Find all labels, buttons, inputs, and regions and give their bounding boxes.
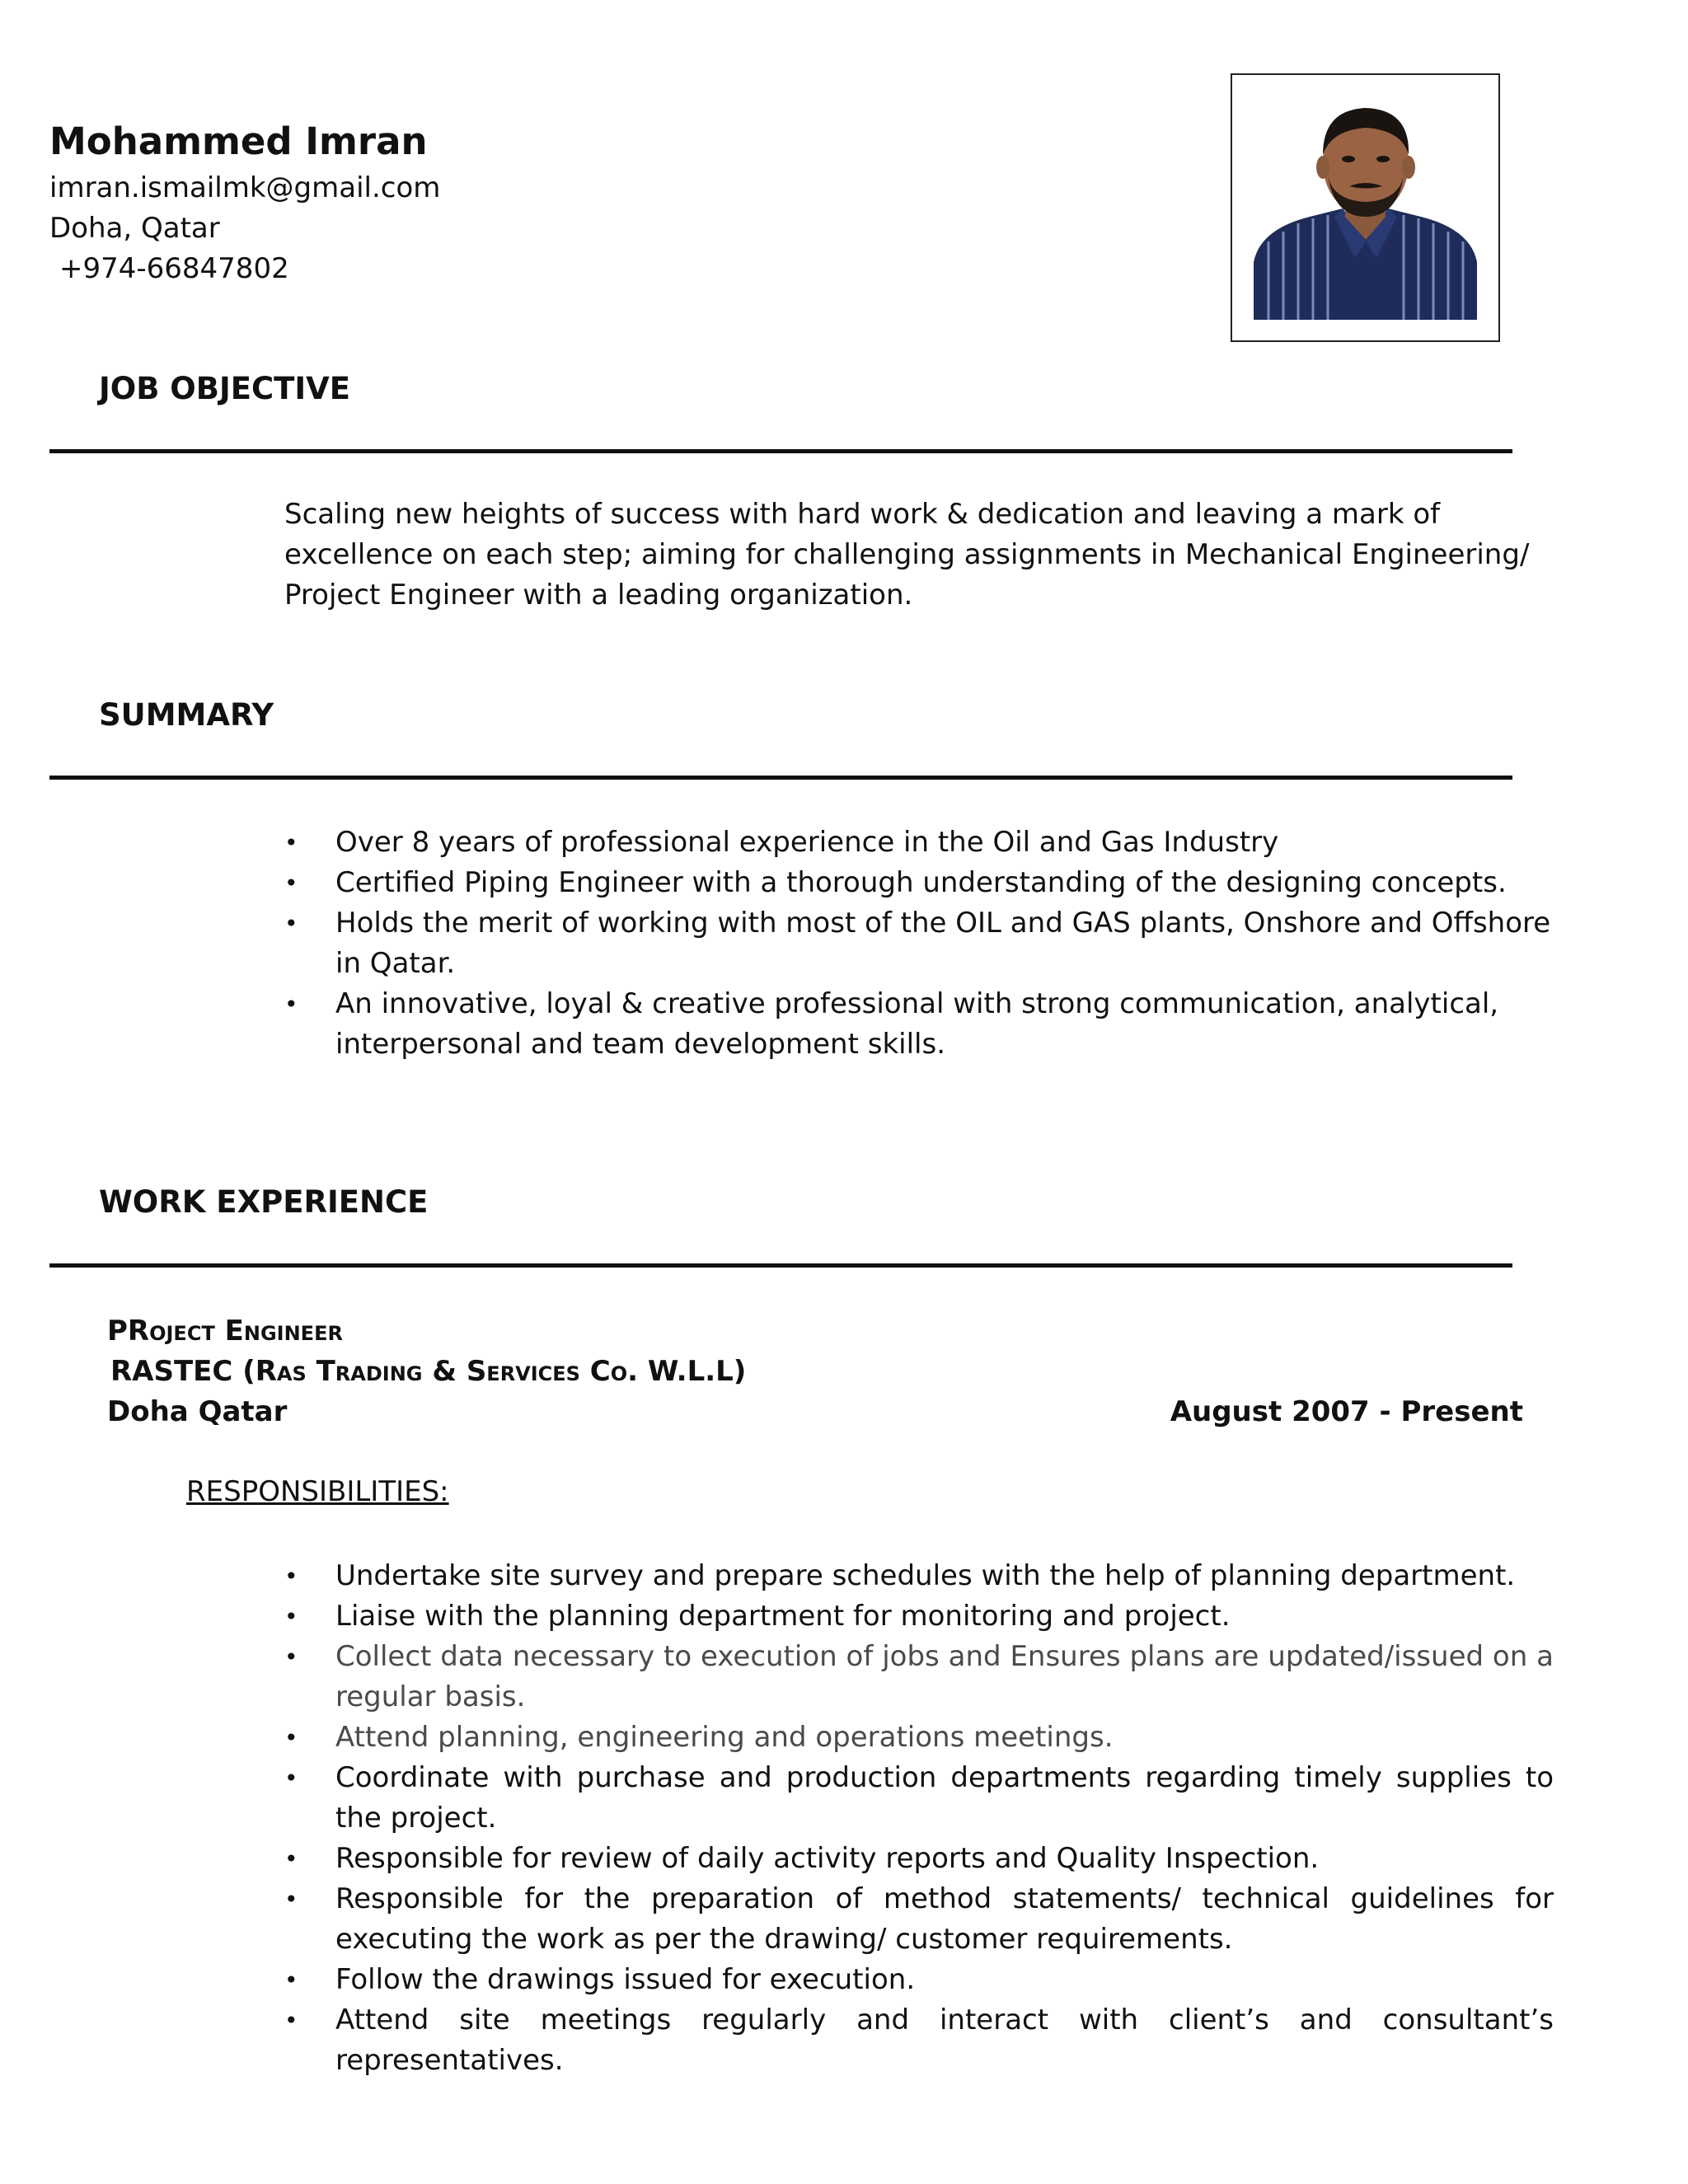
responsibility-text: Liaise with the planning department for monitoring and project. — [335, 1600, 1231, 1633]
list-item — [284, 903, 1554, 984]
responsibilities-heading: RESPONSIBILITIES: — [186, 1475, 449, 1508]
list-item — [284, 1637, 1554, 1718]
list-item — [284, 1596, 1554, 1637]
bullet-icon: • — [284, 1603, 298, 1630]
bullet-icon: • — [284, 1966, 298, 1994]
bullet-icon: • — [284, 991, 298, 1018]
section-divider — [49, 449, 1512, 453]
email-text: imran.ismailmk@gmail.com — [49, 171, 441, 204]
section-divider — [49, 776, 1512, 780]
responsibility-text: Collect data necessary to execution of jobs and Ensures plans are updated/issued on a regular basis. — [335, 1640, 1554, 1713]
bullet-icon: • — [284, 1765, 298, 1792]
job-title: PRoject Engineer — [107, 1315, 343, 1347]
list-item — [284, 2000, 1554, 2081]
summary-item-text: Over 8 years of professional experience in the Oil and Gas Industry — [335, 826, 1279, 859]
section-divider — [49, 1263, 1512, 1268]
responsibility-text: Attend planning, engineering and operations meetings. — [335, 1721, 1114, 1754]
list-item — [284, 1879, 1554, 1960]
list-item — [284, 984, 1554, 1065]
bullet-icon: • — [284, 1643, 298, 1671]
phone-text: +974-66847802 — [59, 252, 289, 285]
summary-list — [284, 823, 1554, 1065]
summary-item-text: Holds the merit of working with most of the OIL and GAS plants, Onshore and Offshore in Qatar. — [335, 907, 1551, 980]
profile-photo — [1231, 73, 1500, 342]
bullet-icon: • — [284, 910, 298, 937]
bullet-icon: • — [284, 2007, 298, 2034]
list-item — [284, 1718, 1554, 1758]
bullet-icon: • — [284, 1886, 298, 1913]
bullet-icon: • — [284, 1563, 298, 1590]
company-name: RASTEC (Ras Trading & Services Co. W.L.L) — [110, 1355, 747, 1388]
list-item — [284, 1758, 1554, 1839]
summary-item-text: An innovative, loyal & creative professional with strong communication, analytical, interpersonal and team development skills. — [335, 987, 1499, 1061]
responsibility-text: Undertake site survey and prepare schedules with the help of planning department. — [335, 1559, 1516, 1592]
location-text: Doha, Qatar — [49, 212, 220, 245]
responsibility-text: Responsible for review of daily activity reports and Quality Inspection. — [335, 1842, 1320, 1875]
section-title-summary: SUMMARY — [99, 697, 274, 733]
section-title-objective: JOB OBJECTIVE — [99, 371, 351, 406]
bullet-icon: • — [284, 829, 298, 856]
list-item — [284, 1960, 1554, 2000]
responsibility-text: Coordinate with purchase and production departments regarding timely supplies to the project. — [335, 1761, 1554, 1835]
list-item — [284, 1839, 1554, 1879]
section-title-experience: WORK EXPERIENCE — [99, 1184, 429, 1220]
summary-item-text: Certified Piping Engineer with a thorough understanding of the designing concepts. — [335, 866, 1507, 899]
list-item — [284, 863, 1554, 903]
list-item — [284, 1556, 1554, 1596]
job-dates: August 2007 - Present — [1170, 1395, 1523, 1428]
objective-paragraph: Scaling new heights of success with hard work & dedication and leaving a mark of excellence on each step; aiming for challenging assignments in Mechanical Engineering/ Project Engineer with a leading organization. — [284, 498, 1530, 612]
job-location: Doha Qatar — [107, 1395, 288, 1428]
responsibility-text: Follow the drawings issued for execution. — [335, 1963, 916, 1996]
responsibility-text: Responsible for the preparation of method statements/ technical guidelines for executing the work as per the drawing/ customer requirements. — [335, 1882, 1554, 1956]
bullet-icon: • — [284, 1724, 298, 1751]
portrait-image — [1252, 93, 1479, 320]
responsibilities-list — [284, 1556, 1554, 2081]
responsibility-text: Attend site meetings regularly and interact with client’s and consultant’s representatives. — [335, 2004, 1554, 2077]
candidate-name: Mohammed Imran — [49, 120, 428, 163]
bullet-icon: • — [284, 869, 298, 897]
list-item — [284, 823, 1554, 863]
bullet-icon: • — [284, 1845, 298, 1872]
